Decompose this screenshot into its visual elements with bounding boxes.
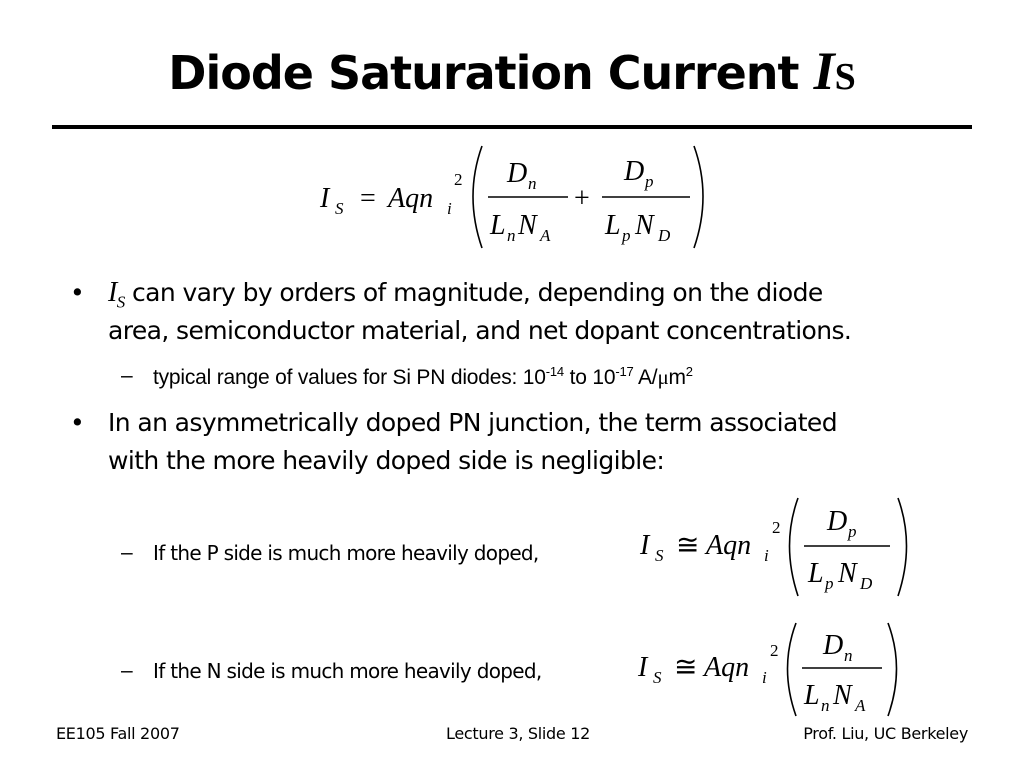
bullet-line: with the more heavily doped side is negligible: <box>108 446 665 475</box>
eq-coef-sub: i <box>447 199 452 218</box>
eq-coef-sup: 2 <box>454 170 463 189</box>
bullet-marker: • <box>70 278 85 307</box>
eq-op: ≅ <box>674 652 698 683</box>
sub-bullet-marker: – <box>121 364 133 387</box>
eq-den-a-sub: p <box>825 574 834 593</box>
eq-t1-num-sub: n <box>528 174 537 193</box>
eq-t2-den-b: N <box>635 210 654 241</box>
case-p-text: If the P side is much more heavily doped, <box>153 541 539 565</box>
eq-t2-den-b-sub: D <box>658 226 671 245</box>
eq-right-paren <box>898 498 907 596</box>
eq-coef-sub: i <box>762 668 767 687</box>
eq-right-paren <box>888 623 897 716</box>
eq-t1-den-b-sub: A <box>540 226 551 245</box>
eq-left-paren <box>788 623 797 716</box>
eq-num: D <box>823 630 844 661</box>
eq-coef: Aqn <box>706 530 752 561</box>
eq-lhs-sub: S <box>335 199 344 218</box>
eq-lhs: I <box>640 530 650 561</box>
eq-t1-den-b: N <box>518 210 537 241</box>
bullet-symbol: $I_S$ <box>108 277 125 312</box>
eq-lhs-sub: S <box>653 668 662 687</box>
eq-coef-sup: 2 <box>772 518 781 537</box>
eq-den-a-sub: n <box>821 696 830 715</box>
case-n-text: If the N side is much more heavily doped, <box>153 659 542 683</box>
eq-num-sub: n <box>844 646 853 665</box>
footer-course: EE105 Fall 2007 <box>56 724 180 743</box>
case-n-equation <box>636 618 906 729</box>
title-symbol: IS <box>813 41 856 101</box>
eq-right-paren <box>694 146 703 248</box>
eq-t2-den-a: L <box>605 210 621 241</box>
case-p-equation <box>638 492 918 609</box>
eq-op: ≅ <box>676 530 700 561</box>
eq-t1-den-a: L <box>490 210 506 241</box>
bullet-line: area, semiconductor material, and net dopant concentrations. <box>108 316 852 345</box>
case-n-marker: – <box>121 659 133 682</box>
eq-coef-sub: i <box>764 546 769 565</box>
eq-den-a: L <box>808 558 824 589</box>
sub-bullet-typical-range: typical range of values for Si PN diodes: $10^{-14}$ to $10^{-17}$ $A/\mu m^2$ <box>153 364 693 389</box>
eq-coef-sup: 2 <box>770 641 779 660</box>
title-divider <box>52 125 972 129</box>
main-equation <box>318 140 718 263</box>
eq-plus: + <box>574 183 590 214</box>
eq-t2-num-sub: p <box>645 172 654 191</box>
eq-op: = <box>360 183 376 214</box>
eq-left-paren <box>790 498 799 596</box>
bullet-line: In an asymmetrically doped PN junction, the term associated <box>108 408 837 437</box>
eq-t2-num: D <box>624 156 645 187</box>
bullet-line: $I_S$ can vary by orders of magnitude, depending on the diode <box>108 277 823 312</box>
slide-title <box>0 40 1024 102</box>
eq-t1-num: D <box>507 158 528 189</box>
eq-den-b: N <box>838 558 857 589</box>
eq-den-b-sub: A <box>855 696 866 715</box>
eq-num: D <box>827 506 848 537</box>
eq-den-a: L <box>804 680 820 711</box>
bullet-marker: • <box>70 408 85 437</box>
title-text: Diode Saturation Current <box>168 46 799 100</box>
eq-num-sub: p <box>848 522 857 541</box>
eq-coef: Aqn <box>704 652 750 683</box>
eq-den-b: N <box>833 680 852 711</box>
eq-lhs-sub: S <box>655 546 664 565</box>
eq-t2-den-a-sub: p <box>622 226 631 245</box>
eq-left-paren <box>473 146 482 248</box>
footer-slide-number: Lecture 3, Slide 12 <box>446 724 590 743</box>
eq-lhs: I <box>320 183 330 214</box>
eq-den-b-sub: D <box>860 574 873 593</box>
eq-lhs: I <box>638 652 648 683</box>
eq-t1-den-a-sub: n <box>507 226 516 245</box>
footer-author: Prof. Liu, UC Berkeley <box>803 724 968 743</box>
eq-coef: Aqn <box>388 183 434 214</box>
case-p-marker: – <box>121 541 133 564</box>
